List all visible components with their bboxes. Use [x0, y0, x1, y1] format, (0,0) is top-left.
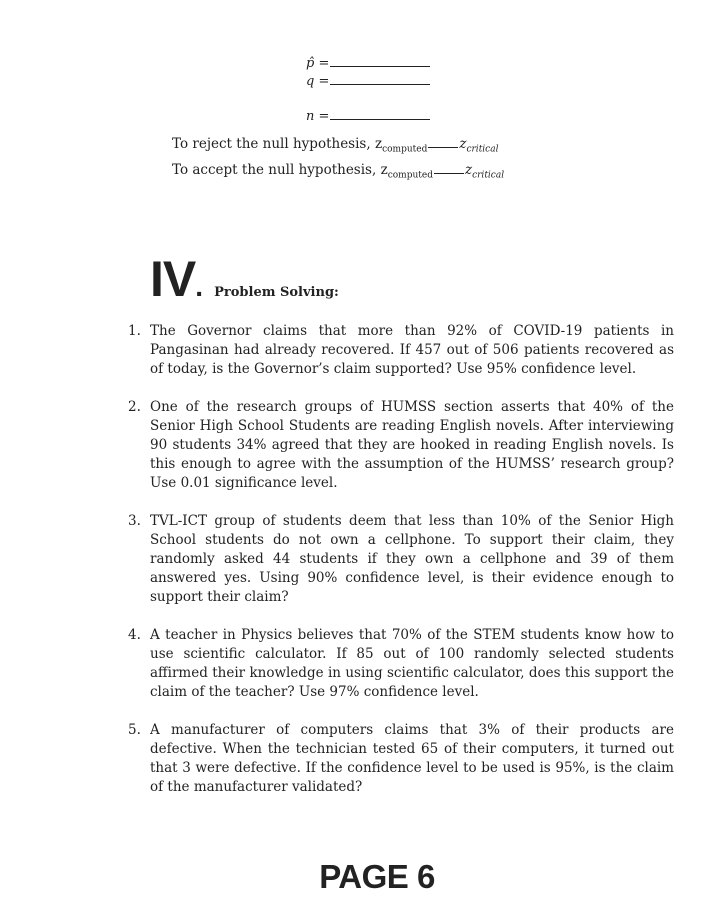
problem-text: One of the research groups of HUMSS section asserts that 40% of the Senior High School Students are reading English novels. After interviewing 90 students 34% agreed that they are hooked in reading English novels. Is this enough to agree with the assumption of the HUMSS’ research group? Use 0.01 significance level.: [150, 399, 674, 491]
list-item: [128, 626, 674, 702]
reject-text: To reject the null hypothesis,: [172, 136, 375, 152]
problem-text: A teacher in Physics believes that 70% of the STEM students know how to use scientific calculator. If 85 out of 100 randomly selected students affirmed their knowledge in using scientific calculator, does this support the claim of the teacher? Use 97% confidence level.: [150, 627, 674, 700]
reject-hypothesis-line: [172, 136, 498, 155]
critical-subscript: critical: [466, 144, 499, 155]
section-heading: [150, 251, 339, 307]
n-label: n =: [306, 109, 330, 124]
q-blank[interactable]: [330, 73, 430, 85]
problem-number: 3.: [128, 513, 141, 529]
critical-subscript: critical: [472, 170, 505, 181]
q-line: [306, 73, 430, 89]
problem-number: 5.: [128, 722, 141, 738]
computed-subscript: computed: [387, 170, 433, 181]
p-hat-line: [306, 55, 430, 71]
section-numeral: IV: [150, 251, 196, 307]
q-label: q =: [306, 74, 330, 89]
section-dot: .: [195, 271, 204, 302]
z-critical-symbol: z: [459, 136, 467, 152]
problem-text: TVL-ICT group of students deem that less than 10% of the Senior High School students do not own a cellphone. To support their claim, they randomly asked 44 students if they own a cellphone and 39 of them answered yes. Using 90% confidence level, is their evidence enough to support their claim?: [150, 513, 674, 605]
reject-comparison-blank[interactable]: [428, 139, 458, 148]
section-title: Problem Solving:: [214, 285, 339, 300]
list-item: [128, 398, 674, 493]
page-number: PAGE 6: [319, 858, 435, 895]
p-hat-label: p̂ =: [306, 56, 330, 71]
computed-subscript: computed: [382, 144, 428, 155]
accept-comparison-blank[interactable]: [434, 165, 464, 174]
problem-number: 1.: [128, 323, 141, 339]
p-hat-blank[interactable]: [330, 55, 430, 67]
problem-list: [128, 322, 674, 816]
z-critical-symbol: z: [464, 162, 473, 178]
n-line: [306, 108, 430, 124]
list-item: [128, 512, 674, 607]
problem-text: A manufacturer of computers claims that 3% of their products are defective. When the technician tested 65 of their computers, it turned out that 3 were defective. If the confidence level to be used is 95%, is the claim of the manufacturer validated?: [150, 722, 674, 795]
list-item: [128, 322, 674, 379]
accept-hypothesis-line: [172, 162, 504, 181]
list-item: [128, 721, 674, 797]
z-computed-symbol: z: [380, 162, 388, 178]
problem-number: 4.: [128, 627, 141, 643]
accept-text: To accept the null hypothesis,: [172, 162, 381, 178]
problem-number: 2.: [128, 399, 141, 415]
problem-text: The Governor claims that more than 92% of COVID-19 patients in Pangasinan had already recovered. If 457 out of 506 patients recovered as of today, is the Governor’s claim supported? Use 95% confidence level.: [150, 323, 674, 377]
n-blank[interactable]: [330, 108, 430, 120]
z-computed-symbol: z: [374, 136, 383, 152]
